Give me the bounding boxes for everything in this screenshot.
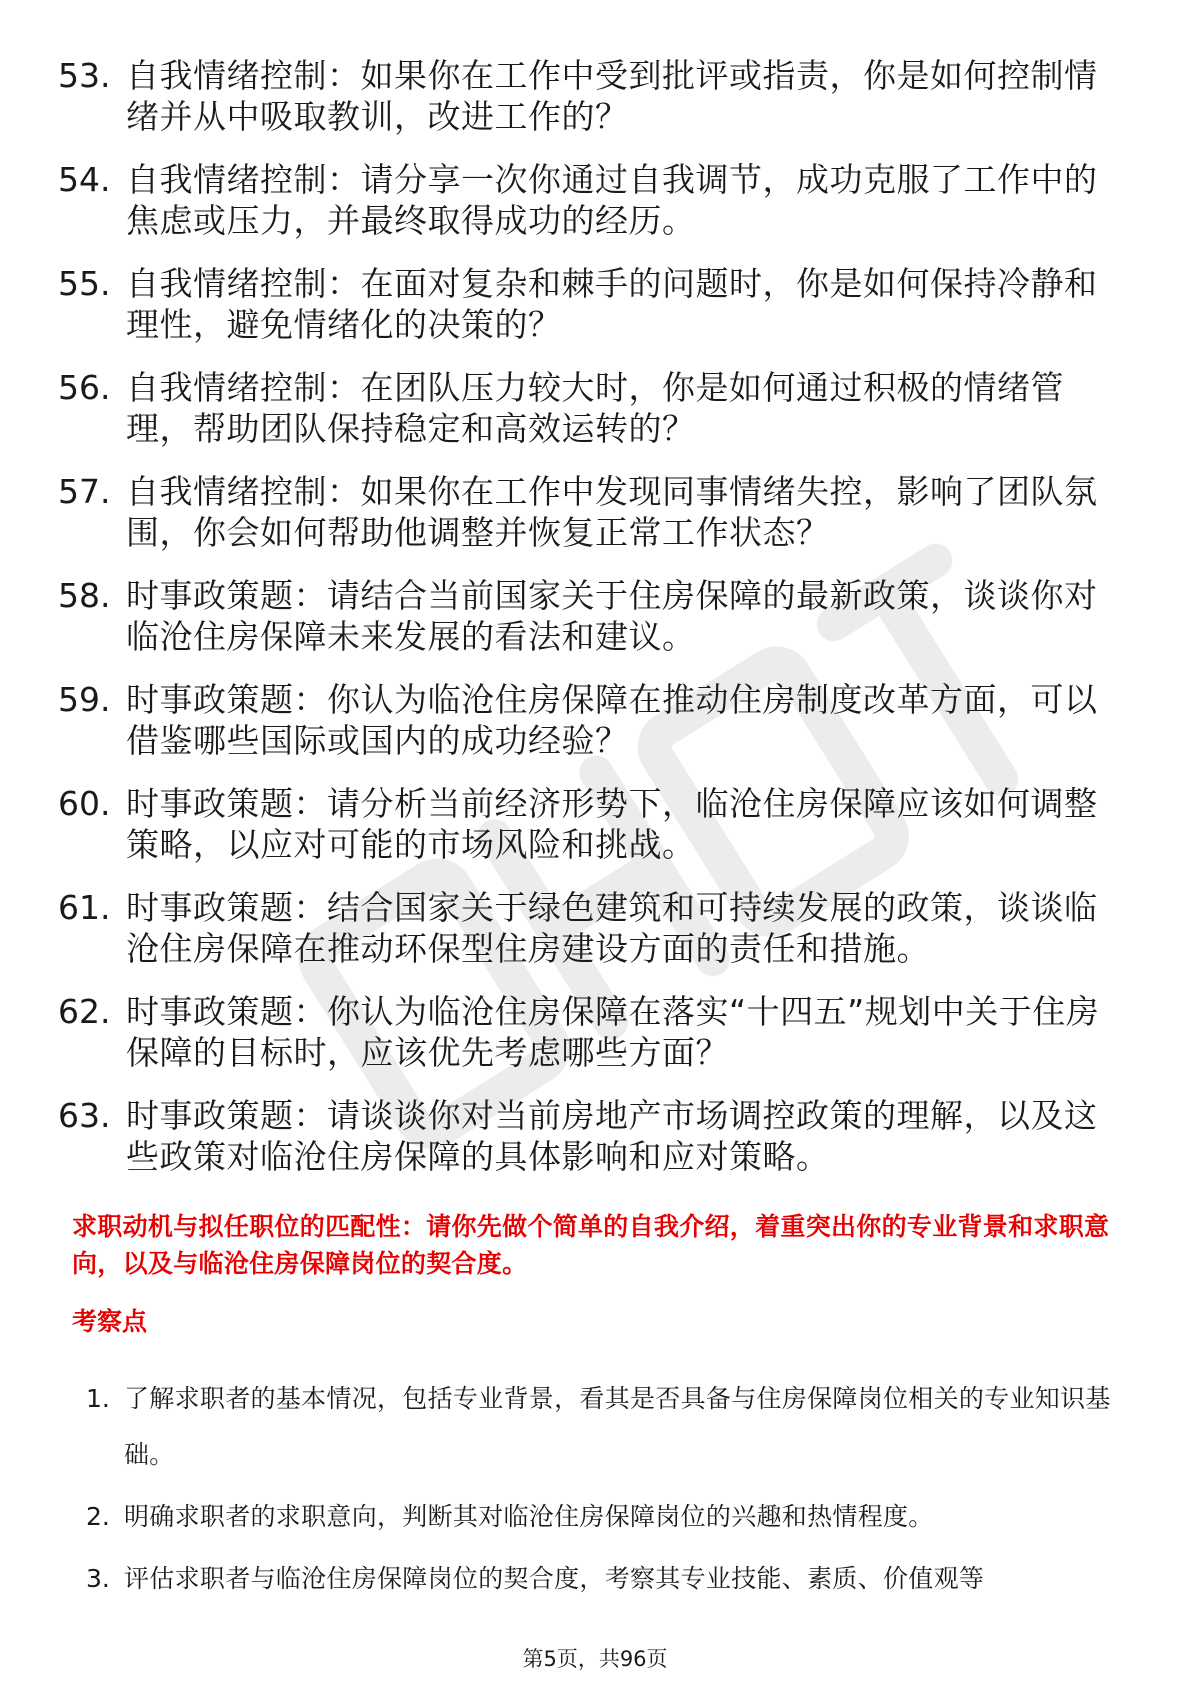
question-text: 自我情绪控制：在面对复杂和棘手的问题时，你是如何保持冷静和理性，避免情绪化的决策的？ (126, 264, 1098, 344)
sub-heading: 考察点 (72, 1307, 148, 1336)
question-list (58, 55, 1128, 1199)
question-text: 时事政策题：结合国家关于绿色建筑和可持续发展的政策，谈谈临沧住房保障在推动环保型住房建设方面的责任和措施。 (126, 888, 1098, 968)
question-number: 61. (58, 888, 111, 927)
point-number: 1. (86, 1384, 110, 1413)
point-number: 2. (86, 1502, 110, 1531)
section-heading: 求职动机与拟任职位的匹配性：请你先做个简单的自我介绍，着重突出你的专业背景和求职意向，以及与临沧住房保障岗位的契合度。 (72, 1212, 1110, 1278)
question-number: 63. (58, 1096, 111, 1135)
question-item (58, 991, 1128, 1095)
question-number: 57. (58, 472, 111, 511)
question-text: 自我情绪控制：在团队压力较大时，你是如何通过积极的情绪管理，帮助团队保持稳定和高效运转的？ (126, 368, 1064, 448)
question-item (58, 679, 1128, 783)
list-item (86, 1371, 1126, 1489)
question-number: 56. (58, 368, 111, 407)
question-number: 55. (58, 264, 111, 303)
question-item (58, 55, 1128, 159)
question-item (58, 263, 1128, 367)
question-text: 自我情绪控制：如果你在工作中受到批评或指责，你是如何控制情绪并从中吸取教训，改进工作的？ (126, 56, 1098, 136)
question-item (58, 471, 1128, 575)
question-text: 自我情绪控制：请分享一次你通过自我调节，成功克服了工作中的焦虑或压力，并最终取得成功的经历。 (126, 160, 1098, 240)
question-item (58, 367, 1128, 471)
question-number: 60. (58, 784, 111, 823)
question-number: 59. (58, 680, 111, 719)
question-text: 时事政策题：请谈谈你对当前房地产市场调控政策的理解，以及这些政策对临沧住房保障的具体影响和应对策略。 (126, 1096, 1098, 1176)
question-number: 58. (58, 576, 111, 615)
question-number: 53. (58, 56, 111, 95)
point-text: 评估求职者与临沧住房保障岗位的契合度，考察其专业技能、素质、价值观等 (124, 1564, 985, 1593)
list-item (86, 1551, 1126, 1613)
page-footer: 第5页，共96页 (522, 1647, 668, 1671)
question-text: 时事政策题：请分析当前经济形势下，临沧住房保障应该如何调整策略，以应对可能的市场风险和挑战。 (126, 784, 1098, 864)
question-item (58, 887, 1128, 991)
list-item (86, 1489, 1126, 1551)
question-text: 时事政策题：你认为临沧住房保障在落实“十四五”规划中关于住房保障的目标时，应该优先考虑哪些方面？ (126, 992, 1100, 1072)
question-text: 时事政策题：请结合当前国家关于住房保障的最新政策，谈谈你对临沧住房保障未来发展的看法和建议。 (126, 576, 1098, 656)
question-item (58, 575, 1128, 679)
question-text: 时事政策题：你认为临沧住房保障在推动住房制度改革方面，可以借鉴哪些国际或国内的成功经验？ (126, 680, 1098, 760)
point-text: 明确求职者的求职意向，判断其对临沧住房保障岗位的兴趣和热情程度。 (124, 1502, 934, 1531)
question-number: 62. (58, 992, 111, 1031)
point-number: 3. (86, 1564, 110, 1593)
point-text: 了解求职者的基本情况，包括专业背景，看其是否具备与住房保障岗位相关的专业知识基础。 (124, 1384, 1111, 1469)
assessment-points-list (86, 1371, 1126, 1613)
question-item (58, 1095, 1128, 1199)
question-item (58, 783, 1128, 887)
question-text: 自我情绪控制：如果你在工作中发现同事情绪失控，影响了团队氛围，你会如何帮助他调整并恢复正常工作状态？ (126, 472, 1098, 552)
question-item (58, 159, 1128, 263)
question-number: 54. (58, 160, 111, 199)
